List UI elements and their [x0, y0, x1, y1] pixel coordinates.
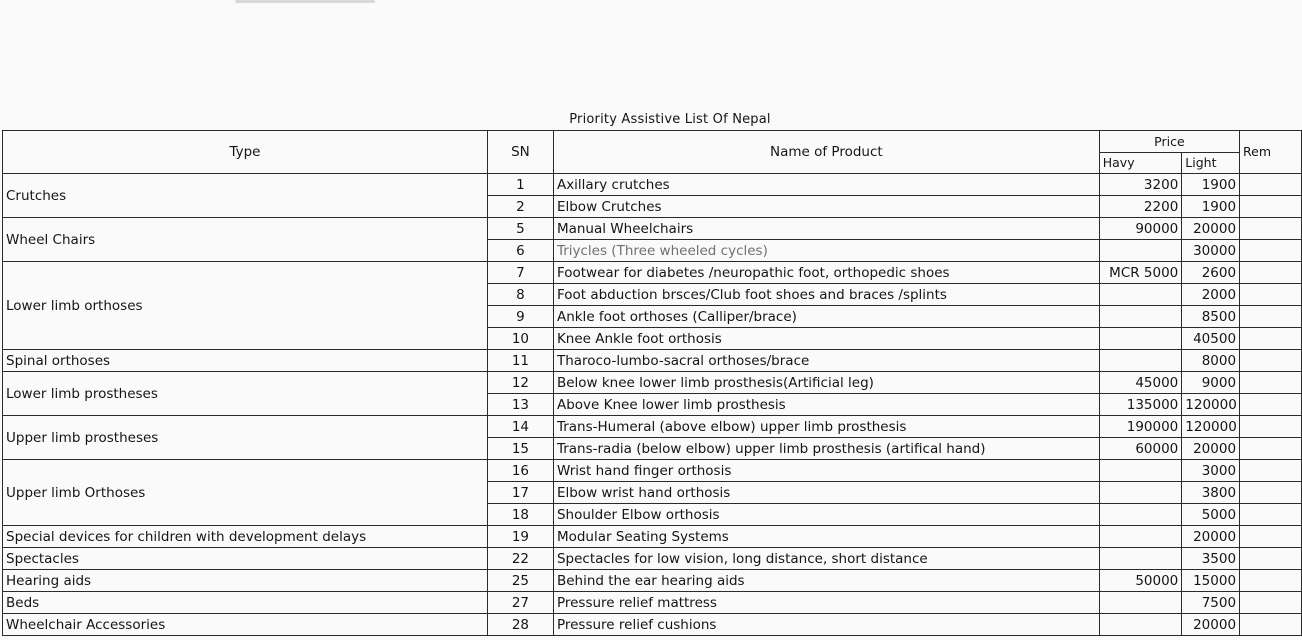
sn-cell: 18	[487, 504, 553, 526]
remarks-cell	[1240, 548, 1302, 570]
price-havy-cell	[1099, 284, 1182, 306]
document-title: Priority Assistive List Of Nepal	[569, 112, 771, 127]
type-cell: Beds	[3, 592, 488, 614]
price-havy-cell	[1099, 592, 1182, 614]
price-havy-cell	[1099, 614, 1182, 636]
type-cell: Special devices for children with development delays	[3, 526, 488, 548]
price-light-cell: 20000	[1182, 614, 1240, 636]
product-name-cell: Trans-radia (below elbow) upper limb prosthesis (artifical hand)	[553, 438, 1099, 460]
product-name-cell: Above Knee lower limb prosthesis	[553, 394, 1099, 416]
price-havy-cell: 90000	[1099, 218, 1182, 240]
price-light-cell: 2600	[1182, 262, 1240, 284]
product-name-cell: Foot abduction brsces/Club foot shoes and braces /splints	[553, 284, 1099, 306]
remarks-cell	[1240, 218, 1302, 240]
remarks-cell	[1240, 460, 1302, 482]
header-sn: SN	[487, 131, 553, 174]
header-type: Type	[3, 131, 488, 174]
type-cell: Upper limb prostheses	[3, 416, 488, 460]
table-row	[3, 262, 1302, 284]
price-havy-cell: 45000	[1099, 372, 1182, 394]
sn-cell: 5	[487, 218, 553, 240]
product-name-cell: Axillary crutches	[553, 174, 1099, 196]
sn-cell: 11	[487, 350, 553, 372]
price-havy-cell: 135000	[1099, 394, 1182, 416]
table-row	[3, 460, 1302, 482]
sn-cell: 9	[487, 306, 553, 328]
price-havy-cell	[1099, 548, 1182, 570]
type-cell: Wheel Chairs	[3, 218, 488, 262]
remarks-cell	[1240, 372, 1302, 394]
product-name-cell: Trans-Humeral (above elbow) upper limb prosthesis	[553, 416, 1099, 438]
type-cell: Spinal orthoses	[3, 350, 488, 372]
table-row	[3, 548, 1302, 570]
type-cell: Hearing aids	[3, 570, 488, 592]
remarks-cell	[1240, 592, 1302, 614]
product-name-cell: Below knee lower limb prosthesis(Artificial leg)	[553, 372, 1099, 394]
table-row	[3, 372, 1302, 394]
header-price-light: Light	[1182, 153, 1240, 174]
sn-cell: 7	[487, 262, 553, 284]
price-havy-cell: 2200	[1099, 196, 1182, 218]
table-row	[3, 174, 1302, 196]
price-light-cell: 30000	[1182, 240, 1240, 262]
table-row	[3, 570, 1302, 592]
product-name-cell: Wrist hand finger orthosis	[553, 460, 1099, 482]
header-remarks: Rem	[1240, 131, 1302, 174]
scan-smudge	[235, 0, 375, 3]
product-name-cell: Manual Wheelchairs	[553, 218, 1099, 240]
type-cell: Spectacles	[3, 548, 488, 570]
price-light-cell: 5000	[1182, 504, 1240, 526]
sn-cell: 19	[487, 526, 553, 548]
table-row	[3, 350, 1302, 372]
price-havy-cell	[1099, 482, 1182, 504]
product-name-cell: Triycles (Three wheeled cycles)	[553, 240, 1099, 262]
price-havy-cell	[1099, 306, 1182, 328]
type-cell: Crutches	[3, 174, 488, 218]
product-name-cell: Tharoco-lumbo-sacral orthoses/brace	[553, 350, 1099, 372]
price-light-cell: 3000	[1182, 460, 1240, 482]
remarks-cell	[1240, 394, 1302, 416]
sn-cell: 17	[487, 482, 553, 504]
sn-cell: 28	[487, 614, 553, 636]
sn-cell: 12	[487, 372, 553, 394]
product-name-cell: Elbow wrist hand orthosis	[553, 482, 1099, 504]
type-cell: Upper limb Orthoses	[3, 460, 488, 526]
remarks-cell	[1240, 570, 1302, 592]
sn-cell: 25	[487, 570, 553, 592]
price-havy-cell	[1099, 328, 1182, 350]
remarks-cell	[1240, 284, 1302, 306]
product-name-cell: Ankle foot orthoses (Calliper/brace)	[553, 306, 1099, 328]
price-light-cell: 20000	[1182, 526, 1240, 548]
product-name-cell: Elbow Crutches	[553, 196, 1099, 218]
sn-cell: 14	[487, 416, 553, 438]
table-row	[3, 416, 1302, 438]
remarks-cell	[1240, 240, 1302, 262]
price-light-cell: 20000	[1182, 438, 1240, 460]
price-light-cell: 15000	[1182, 570, 1240, 592]
header-price-havy: Havy	[1099, 153, 1182, 174]
sn-cell: 27	[487, 592, 553, 614]
sn-cell: 8	[487, 284, 553, 306]
type-cell: Lower limb orthoses	[3, 262, 488, 350]
price-light-cell: 8000	[1182, 350, 1240, 372]
header-product-name: Name of Product	[553, 131, 1099, 174]
price-light-cell: 3800	[1182, 482, 1240, 504]
remarks-cell	[1240, 328, 1302, 350]
type-cell: Lower limb prostheses	[3, 372, 488, 416]
assistive-products-table	[2, 130, 1302, 636]
price-havy-cell	[1099, 350, 1182, 372]
type-cell: Wheelchair Accessories	[3, 614, 488, 636]
price-havy-cell: 190000	[1099, 416, 1182, 438]
product-name-cell: Spectacles for low vision, long distance, short distance	[553, 548, 1099, 570]
header-price: Price	[1099, 131, 1239, 153]
price-light-cell: 9000	[1182, 372, 1240, 394]
sn-cell: 2	[487, 196, 553, 218]
price-havy-cell	[1099, 460, 1182, 482]
product-name-cell: Modular Seating Systems	[553, 526, 1099, 548]
price-light-cell: 2000	[1182, 284, 1240, 306]
sn-cell: 10	[487, 328, 553, 350]
product-name-cell: Behind the ear hearing aids	[553, 570, 1099, 592]
remarks-cell	[1240, 438, 1302, 460]
table-row	[3, 592, 1302, 614]
price-havy-cell	[1099, 240, 1182, 262]
sn-cell: 15	[487, 438, 553, 460]
sn-cell: 1	[487, 174, 553, 196]
sn-cell: 13	[487, 394, 553, 416]
remarks-cell	[1240, 614, 1302, 636]
price-light-cell: 120000	[1182, 416, 1240, 438]
remarks-cell	[1240, 482, 1302, 504]
price-havy-cell: 60000	[1099, 438, 1182, 460]
remarks-cell	[1240, 262, 1302, 284]
product-name-cell: Pressure relief cushions	[553, 614, 1099, 636]
remarks-cell	[1240, 174, 1302, 196]
product-name-cell: Footwear for diabetes /neuropathic foot, orthopedic shoes	[553, 262, 1099, 284]
price-havy-cell	[1099, 526, 1182, 548]
remarks-cell	[1240, 306, 1302, 328]
price-light-cell: 8500	[1182, 306, 1240, 328]
price-havy-cell: 50000	[1099, 570, 1182, 592]
remarks-cell	[1240, 196, 1302, 218]
price-havy-cell: MCR 5000	[1099, 262, 1182, 284]
product-name-cell: Shoulder Elbow orthosis	[553, 504, 1099, 526]
price-light-cell: 40500	[1182, 328, 1240, 350]
price-light-cell: 3500	[1182, 548, 1240, 570]
price-light-cell: 20000	[1182, 218, 1240, 240]
sn-cell: 16	[487, 460, 553, 482]
table-body	[3, 174, 1302, 636]
product-name-cell: Knee Ankle foot orthosis	[553, 328, 1099, 350]
product-name-cell: Pressure relief mattress	[553, 592, 1099, 614]
price-light-cell: 7500	[1182, 592, 1240, 614]
price-light-cell: 120000	[1182, 394, 1240, 416]
table-header	[3, 131, 1302, 174]
price-light-cell: 1900	[1182, 196, 1240, 218]
table-row	[3, 614, 1302, 636]
price-havy-cell	[1099, 504, 1182, 526]
sn-cell: 6	[487, 240, 553, 262]
sn-cell: 22	[487, 548, 553, 570]
remarks-cell	[1240, 526, 1302, 548]
table-row	[3, 526, 1302, 548]
table-row	[3, 218, 1302, 240]
price-light-cell: 1900	[1182, 174, 1240, 196]
remarks-cell	[1240, 350, 1302, 372]
remarks-cell	[1240, 416, 1302, 438]
remarks-cell	[1240, 504, 1302, 526]
price-havy-cell: 3200	[1099, 174, 1182, 196]
